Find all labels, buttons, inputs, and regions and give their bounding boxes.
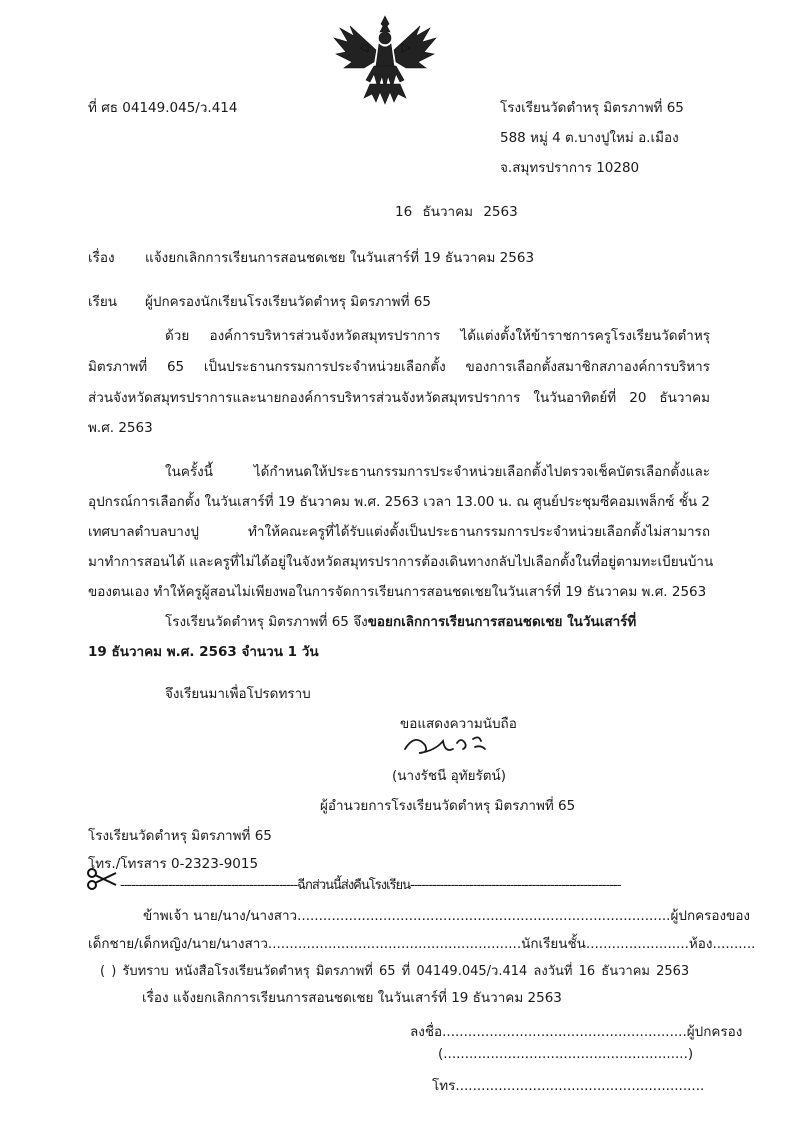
signer-name: (นางรัชนี อุทัยรัตน์) bbox=[392, 768, 507, 784]
subject-label: เรื่อง bbox=[88, 250, 115, 266]
subject-text: แจ้งยกเลิกการเรียนการสอนชดเชย ในวันเสาร์ที่ 19 ธันวาคม 2563 bbox=[145, 250, 535, 266]
school-name: โรงเรียนวัดตำหรุ มิตรภาพที่ 65 bbox=[500, 100, 684, 116]
recipient-text: ผู้ปกครองนักเรียนโรงเรียนวัดตำหรุ มิตรภาพที่ 65 bbox=[145, 294, 431, 310]
footer-phone: โทร./โทรสาร 0-2323-9015 bbox=[88, 856, 259, 872]
slip-sign-line: ลงชื่อ.........................................................ผู้ปกครอง bbox=[410, 1024, 743, 1040]
scissors-icon bbox=[86, 868, 120, 890]
reference-number: ที่ ศธ 04149.045/ว.414 bbox=[88, 100, 238, 116]
signer-position: ผู้อำนวยการโรงเรียนวัดตำหรุ มิตรภาพที่ 65 bbox=[320, 798, 576, 814]
recipient-label: เรียน bbox=[88, 294, 118, 310]
para1-line: ส่วนจังหวัดสมุทรปราการและนายกองค์การบริหารส่วนจังหวัดสมุทรปราการ ในวันอาทิตย์ที่ 20 ธันวาคม bbox=[88, 390, 710, 406]
para2-line: ของตนเอง ทำให้ครูผู้สอนไม่เพียงพอในการจัดการเรียนการสอนชดเชยในวันเสาร์ที่ 19 ธันวาคม พ.ศ. 2563 bbox=[88, 584, 707, 600]
regards: ขอแสดงความนับถือ bbox=[400, 716, 517, 732]
para1-line: พ.ศ. 2563 bbox=[88, 420, 153, 436]
slip-line-2: เด็กชาย/เด็กหญิง/นาย/นางสาว...........................................................นักเรียนชั้น........................ห้อง.......... bbox=[88, 936, 756, 952]
para2-line: ในครั้งนี้ ได้กำหนดให้ประธานกรรมการประจำหน่วยเลือกตั้งไปตรวจเช็คบัตรเลือกตั้งและ bbox=[165, 464, 710, 480]
slip-ack-line-2: เรื่อง แจ้งยกเลิกการเรียนการสอนชดเชย ในวันเสาร์ที่ 19 ธันวาคม 2563 bbox=[142, 990, 562, 1006]
garuda-emblem bbox=[330, 14, 440, 109]
slip-name-line: (.........................................................) bbox=[438, 1046, 694, 1062]
para3-bold-2: 19 ธันวาคม พ.ศ. 2563 จำนวน 1 วัน bbox=[88, 644, 319, 660]
cut-line: ------------------------------------------------ฉีกส่วนนี้ส่งคืนโรงเรียน--------------------------------------------------------- bbox=[120, 878, 621, 893]
para1-line: มิตรภาพที่ 65 เป็นประธานกรรมการประจำหน่วยเลือกตั้ง ของการเลือกตั้งสมาชิกสภาองค์การบริหาร bbox=[88, 359, 710, 375]
para3-bold: ขอยกเลิกการเรียนการสอนชดเชย ในวันเสาร์ที่ bbox=[367, 614, 637, 630]
para3-line-2 bbox=[88, 640, 319, 662]
para1-line: ด้วย องค์การบริหารส่วนจังหวัดสมุทรปราการ ได้แต่งตั้งให้ข้าราชการครูโรงเรียนวัดตำหรุ bbox=[165, 328, 710, 344]
para3-line-1 bbox=[165, 610, 636, 632]
para2-line: อุปกรณ์การเลือกตั้ง ในวันเสาร์ที่ 19 ธันวาคม พ.ศ. 2563 เวลา 13.00 น. ณ ศูนย์ประชุมซีคอมเพล็กซ์ ชั้น 2 bbox=[88, 494, 710, 510]
para2-line: มาทำการสอนได้ และครูที่ไม่ได้อยู่ในจังหวัดสมุทรปราการต้องเดินทางกลับไปเลือกตั้งในที่อยู่ตามทะเบียนบ้าน bbox=[88, 554, 714, 570]
school-address-line-2: จ.สมุทรปราการ 10280 bbox=[500, 160, 640, 176]
para2-line: เทศบาลตำบลบางปู ทำให้คณะครูที่ได้รับแต่งตั้งเป็นประธานกรรมการประจำหน่วยเลือกตั้งไม่สามารถ bbox=[88, 524, 710, 540]
slip-line-1: ข้าพเจ้า นาย/นาง/นางสาว.......................................................................................ผู้ปกครองของ bbox=[143, 908, 751, 924]
closing-request: จึงเรียนมาเพื่อโปรดทราบ bbox=[165, 686, 311, 702]
signature-mark bbox=[395, 723, 505, 761]
letter-date: 16 ธันวาคม 2563 bbox=[395, 204, 518, 220]
para3-normal: โรงเรียนวัดตำหรุ มิตรภาพที่ 65 จึง bbox=[165, 614, 368, 630]
school-address-line-1: 588 หมู่ 4 ต.บางปูใหม่ อ.เมือง bbox=[500, 130, 679, 146]
footer-school: โรงเรียนวัดตำหรุ มิตรภาพที่ 65 bbox=[88, 828, 272, 844]
slip-ack-line-1: ( ) รับทราบ หนังสือโรงเรียนวัดตำหรุ มิตรภาพที่ 65 ที่ 04149.045/ว.414 ลงวันที่ 16 ธันวาคม 2563 bbox=[100, 964, 690, 979]
slip-phone-line: โทร.......................................................... bbox=[432, 1078, 705, 1094]
